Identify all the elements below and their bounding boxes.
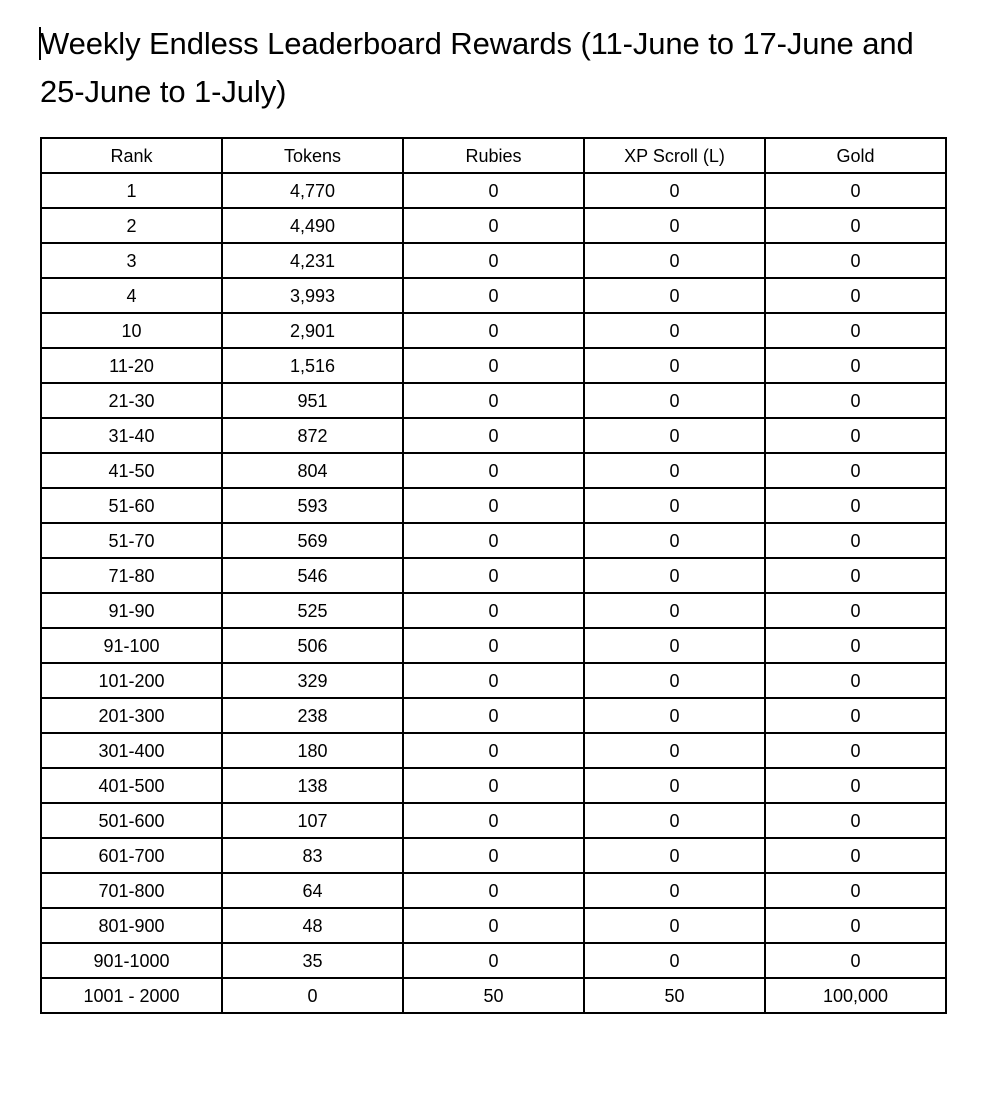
table-row bbox=[41, 278, 946, 313]
xp-scroll-cell[interactable]: 0 bbox=[584, 243, 765, 278]
table-row bbox=[41, 838, 946, 873]
column-header-xp-scroll[interactable]: XP Scroll (L) bbox=[584, 138, 765, 173]
tokens-cell[interactable]: 4,770 bbox=[222, 173, 403, 208]
gold-cell[interactable]: 0 bbox=[765, 243, 946, 278]
tokens-cell[interactable]: 593 bbox=[222, 488, 403, 523]
gold-cell[interactable]: 0 bbox=[765, 943, 946, 978]
rank-cell[interactable]: 801-900 bbox=[41, 908, 222, 943]
table-row bbox=[41, 313, 946, 348]
xp-scroll-cell[interactable]: 0 bbox=[584, 838, 765, 873]
rank-cell[interactable]: 71-80 bbox=[41, 558, 222, 593]
gold-cell[interactable]: 0 bbox=[765, 838, 946, 873]
xp-scroll-cell[interactable]: 0 bbox=[584, 943, 765, 978]
rubies-cell[interactable]: 0 bbox=[403, 313, 584, 348]
rank-cell[interactable]: 1 bbox=[41, 173, 222, 208]
rubies-cell[interactable]: 0 bbox=[403, 943, 584, 978]
tokens-cell[interactable]: 951 bbox=[222, 383, 403, 418]
tokens-cell[interactable]: 138 bbox=[222, 768, 403, 803]
rank-cell[interactable]: 4 bbox=[41, 278, 222, 313]
xp-scroll-cell[interactable]: 0 bbox=[584, 208, 765, 243]
tokens-cell[interactable]: 546 bbox=[222, 558, 403, 593]
rank-cell[interactable]: 2 bbox=[41, 208, 222, 243]
gold-cell[interactable]: 0 bbox=[765, 418, 946, 453]
tokens-cell[interactable]: 2,901 bbox=[222, 313, 403, 348]
rank-cell[interactable]: 101-200 bbox=[41, 663, 222, 698]
rank-cell[interactable]: 21-30 bbox=[41, 383, 222, 418]
table-row bbox=[41, 208, 946, 243]
rubies-cell[interactable]: 0 bbox=[403, 768, 584, 803]
gold-cell[interactable]: 0 bbox=[765, 908, 946, 943]
rewards-table bbox=[40, 137, 947, 1014]
tokens-cell[interactable]: 4,231 bbox=[222, 243, 403, 278]
rubies-cell[interactable]: 0 bbox=[403, 383, 584, 418]
table-row bbox=[41, 523, 946, 558]
rank-cell[interactable]: 51-70 bbox=[41, 523, 222, 558]
rubies-cell[interactable]: 0 bbox=[403, 908, 584, 943]
tokens-cell[interactable]: 83 bbox=[222, 838, 403, 873]
rubies-cell[interactable]: 0 bbox=[403, 278, 584, 313]
rubies-cell[interactable]: 0 bbox=[403, 873, 584, 908]
rank-cell[interactable]: 701-800 bbox=[41, 873, 222, 908]
rubies-cell[interactable]: 0 bbox=[403, 803, 584, 838]
rubies-cell[interactable]: 0 bbox=[403, 698, 584, 733]
tokens-cell[interactable]: 35 bbox=[222, 943, 403, 978]
xp-scroll-cell[interactable]: 0 bbox=[584, 278, 765, 313]
rank-cell[interactable]: 91-90 bbox=[41, 593, 222, 628]
gold-cell[interactable]: 0 bbox=[765, 663, 946, 698]
table-row bbox=[41, 978, 946, 1013]
rank-cell[interactable]: 31-40 bbox=[41, 418, 222, 453]
table-row bbox=[41, 873, 946, 908]
column-header-rank[interactable]: Rank bbox=[41, 138, 222, 173]
table-row bbox=[41, 488, 946, 523]
column-header-gold[interactable]: Gold bbox=[765, 138, 946, 173]
rubies-cell[interactable]: 0 bbox=[403, 593, 584, 628]
tokens-cell[interactable]: 107 bbox=[222, 803, 403, 838]
table-row bbox=[41, 348, 946, 383]
tokens-cell[interactable]: 4,490 bbox=[222, 208, 403, 243]
gold-cell[interactable]: 0 bbox=[765, 453, 946, 488]
gold-cell[interactable]: 0 bbox=[765, 698, 946, 733]
gold-cell[interactable]: 0 bbox=[765, 208, 946, 243]
rank-cell[interactable]: 301-400 bbox=[41, 733, 222, 768]
tokens-cell[interactable]: 3,993 bbox=[222, 278, 403, 313]
gold-cell[interactable]: 0 bbox=[765, 278, 946, 313]
rank-cell[interactable]: 41-50 bbox=[41, 453, 222, 488]
rank-cell[interactable]: 11-20 bbox=[41, 348, 222, 383]
rubies-cell[interactable]: 0 bbox=[403, 733, 584, 768]
table-row bbox=[41, 593, 946, 628]
rubies-cell[interactable]: 0 bbox=[403, 173, 584, 208]
tokens-cell[interactable]: 48 bbox=[222, 908, 403, 943]
gold-cell[interactable]: 0 bbox=[765, 733, 946, 768]
column-header-tokens[interactable]: Tokens bbox=[222, 138, 403, 173]
rubies-cell[interactable]: 0 bbox=[403, 243, 584, 278]
gold-cell[interactable]: 0 bbox=[765, 313, 946, 348]
tokens-cell[interactable]: 0 bbox=[222, 978, 403, 1013]
rank-cell[interactable]: 10 bbox=[41, 313, 222, 348]
rubies-cell[interactable]: 0 bbox=[403, 418, 584, 453]
table-row bbox=[41, 173, 946, 208]
rank-cell[interactable]: 401-500 bbox=[41, 768, 222, 803]
table-row bbox=[41, 628, 946, 663]
rank-cell[interactable]: 601-700 bbox=[41, 838, 222, 873]
rubies-cell[interactable]: 0 bbox=[403, 558, 584, 593]
table-row bbox=[41, 453, 946, 488]
rubies-cell[interactable]: 0 bbox=[403, 628, 584, 663]
xp-scroll-cell[interactable]: 50 bbox=[584, 978, 765, 1013]
tokens-cell[interactable]: 180 bbox=[222, 733, 403, 768]
rank-cell[interactable]: 201-300 bbox=[41, 698, 222, 733]
rank-cell[interactable]: 501-600 bbox=[41, 803, 222, 838]
tokens-cell[interactable]: 64 bbox=[222, 873, 403, 908]
rubies-cell[interactable]: 0 bbox=[403, 208, 584, 243]
xp-scroll-cell[interactable]: 0 bbox=[584, 453, 765, 488]
gold-cell[interactable]: 0 bbox=[765, 173, 946, 208]
xp-scroll-cell[interactable]: 0 bbox=[584, 348, 765, 383]
xp-scroll-cell[interactable]: 0 bbox=[584, 628, 765, 663]
xp-scroll-cell[interactable]: 0 bbox=[584, 768, 765, 803]
table-row bbox=[41, 558, 946, 593]
table-row bbox=[41, 698, 946, 733]
xp-scroll-cell[interactable]: 0 bbox=[584, 663, 765, 698]
xp-scroll-cell[interactable]: 0 bbox=[584, 488, 765, 523]
gold-cell[interactable]: 0 bbox=[765, 628, 946, 663]
tokens-cell[interactable]: 525 bbox=[222, 593, 403, 628]
tokens-cell[interactable]: 569 bbox=[222, 523, 403, 558]
gold-cell[interactable]: 0 bbox=[765, 768, 946, 803]
gold-cell[interactable]: 0 bbox=[765, 873, 946, 908]
table-row bbox=[41, 803, 946, 838]
xp-scroll-cell[interactable]: 0 bbox=[584, 733, 765, 768]
table-row bbox=[41, 733, 946, 768]
gold-cell[interactable]: 0 bbox=[765, 523, 946, 558]
rubies-cell[interactable]: 0 bbox=[403, 488, 584, 523]
table-header-row bbox=[41, 138, 946, 173]
gold-cell[interactable]: 0 bbox=[765, 488, 946, 523]
xp-scroll-cell[interactable]: 0 bbox=[584, 698, 765, 733]
tokens-cell[interactable]: 329 bbox=[222, 663, 403, 698]
tokens-cell[interactable]: 1,516 bbox=[222, 348, 403, 383]
xp-scroll-cell[interactable]: 0 bbox=[584, 803, 765, 838]
xp-scroll-cell[interactable]: 0 bbox=[584, 908, 765, 943]
table-row bbox=[41, 243, 946, 278]
rank-cell[interactable]: 51-60 bbox=[41, 488, 222, 523]
table-row bbox=[41, 663, 946, 698]
xp-scroll-cell[interactable]: 0 bbox=[584, 418, 765, 453]
xp-scroll-cell[interactable]: 0 bbox=[584, 558, 765, 593]
rubies-cell[interactable]: 0 bbox=[403, 663, 584, 698]
tokens-cell[interactable]: 804 bbox=[222, 453, 403, 488]
table-row bbox=[41, 383, 946, 418]
xp-scroll-cell[interactable]: 0 bbox=[584, 383, 765, 418]
tokens-cell[interactable]: 506 bbox=[222, 628, 403, 663]
gold-cell[interactable]: 100,000 bbox=[765, 978, 946, 1013]
table-row bbox=[41, 908, 946, 943]
rubies-cell[interactable]: 0 bbox=[403, 838, 584, 873]
tokens-cell[interactable]: 872 bbox=[222, 418, 403, 453]
xp-scroll-cell[interactable]: 0 bbox=[584, 593, 765, 628]
tokens-cell[interactable]: 238 bbox=[222, 698, 403, 733]
gold-cell[interactable]: 0 bbox=[765, 348, 946, 383]
xp-scroll-cell[interactable]: 0 bbox=[584, 523, 765, 558]
gold-cell[interactable]: 0 bbox=[765, 803, 946, 838]
column-header-rubies[interactable]: Rubies bbox=[403, 138, 584, 173]
xp-scroll-cell[interactable]: 0 bbox=[584, 173, 765, 208]
table-body bbox=[41, 173, 946, 1013]
xp-scroll-cell[interactable]: 0 bbox=[584, 313, 765, 348]
rank-cell[interactable]: 1001 - 2000 bbox=[41, 978, 222, 1013]
rank-cell[interactable]: 3 bbox=[41, 243, 222, 278]
page-title[interactable]: Weekly Endless Leaderboard Rewards (11-June to 17-June and 25-June to 1-July) bbox=[40, 26, 914, 109]
gold-cell[interactable]: 0 bbox=[765, 593, 946, 628]
xp-scroll-cell[interactable]: 0 bbox=[584, 873, 765, 908]
table-row bbox=[41, 418, 946, 453]
rank-cell[interactable]: 901-1000 bbox=[41, 943, 222, 978]
table-row bbox=[41, 943, 946, 978]
gold-cell[interactable]: 0 bbox=[765, 383, 946, 418]
rubies-cell[interactable]: 0 bbox=[403, 453, 584, 488]
rank-cell[interactable]: 91-100 bbox=[41, 628, 222, 663]
rubies-cell[interactable]: 50 bbox=[403, 978, 584, 1013]
rubies-cell[interactable]: 0 bbox=[403, 523, 584, 558]
gold-cell[interactable]: 0 bbox=[765, 558, 946, 593]
rubies-cell[interactable]: 0 bbox=[403, 348, 584, 383]
table-row bbox=[41, 768, 946, 803]
